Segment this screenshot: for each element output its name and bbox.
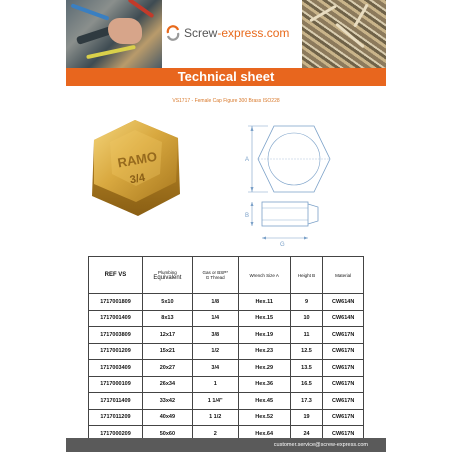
table-row (89, 294, 364, 311)
specification-table (88, 256, 364, 443)
electrician-photo (66, 0, 162, 68)
cell-thread: 1 (192, 376, 238, 393)
cell-ref: 1717000209 (89, 426, 143, 443)
cell-plumbing: 15x21 (142, 343, 192, 360)
cell-plumbing: 50x60 (142, 426, 192, 443)
cell-material: CW617N (323, 343, 364, 360)
cell-material: CW614N (323, 294, 364, 311)
table-row (89, 327, 364, 344)
table-row (89, 409, 364, 426)
table-header-row (89, 257, 364, 294)
top-view-drawing (234, 118, 344, 200)
cell-wrench: Hex.45 (238, 393, 290, 410)
cell-plumbing: 8x13 (142, 310, 192, 327)
table-row (89, 393, 364, 410)
cell-ref: 1717011409 (89, 393, 143, 410)
cell-material: CW617N (323, 409, 364, 426)
technical-sheet (66, 0, 386, 452)
cell-plumbing: 5x10 (142, 294, 192, 311)
header-banner (66, 0, 386, 84)
dimension-a-label: A (245, 157, 250, 163)
cell-plumbing: 20x27 (142, 360, 192, 377)
cell-height: 10 (290, 310, 323, 327)
cell-wrench: Hex.23 (238, 343, 290, 360)
cell-height: 24 (290, 426, 323, 443)
cell-thread: 1 1/4" (192, 393, 238, 410)
cell-material: CW617N (323, 376, 364, 393)
cell-thread: 1/8 (192, 294, 238, 311)
logo-mark-icon (166, 26, 180, 40)
side-view-drawing (234, 196, 344, 250)
cell-wrench: Hex.11 (238, 294, 290, 311)
dimension-b-label: B (245, 213, 250, 219)
cell-ref: 1717000109 (89, 376, 143, 393)
screws-photo (302, 0, 386, 68)
cell-height: 9 (290, 294, 323, 311)
cell-plumbing: 33x42 (142, 393, 192, 410)
cell-ref: 1717001809 (89, 294, 143, 311)
cell-thread: 1/2 (192, 343, 238, 360)
cell-height: 13.5 (290, 360, 323, 377)
cell-wrench: Hex.15 (238, 310, 290, 327)
cell-thread: 3/4 (192, 360, 238, 377)
col-material: Material (323, 257, 364, 294)
cell-thread: 2 (192, 426, 238, 443)
cell-height: 17.3 (290, 393, 323, 410)
size-marking: 3/4 (128, 171, 147, 187)
table-row (89, 376, 364, 393)
cell-ref: 1717003809 (89, 327, 143, 344)
cell-height: 12.5 (290, 343, 323, 360)
cell-height: 16.5 (290, 376, 323, 393)
cell-ref: 1717011209 (89, 409, 143, 426)
table-row (89, 360, 364, 377)
cell-thread: 3/8 (192, 327, 238, 344)
cell-plumbing: 26x34 (142, 376, 192, 393)
logo-text: Screw-express.com (184, 26, 290, 40)
footer-bar (66, 438, 386, 452)
cell-wrench: Hex.29 (238, 360, 290, 377)
cell-thread: 1/4 (192, 310, 238, 327)
logo[interactable] (162, 0, 302, 68)
cell-plumbing: 40x49 (142, 409, 192, 426)
cell-thread: 1 1/2 (192, 409, 238, 426)
cell-wrench: Hex.19 (238, 327, 290, 344)
col-height: Height B (290, 257, 323, 294)
cell-wrench: Hex.52 (238, 409, 290, 426)
col-plumbing: Plumbing Equivalent (142, 257, 192, 294)
cell-wrench: Hex.36 (238, 376, 290, 393)
cell-material: CW617N (323, 426, 364, 443)
cell-material: CW617N (323, 360, 364, 377)
cell-ref: 1717001409 (89, 310, 143, 327)
cell-ref: 1717003409 (89, 360, 143, 377)
cell-ref: 1717001209 (89, 343, 143, 360)
product-subtitle: VS1717 - Female Cap Figure 300 Brass ISO228 (172, 98, 280, 104)
cell-material: CW617N (323, 393, 364, 410)
col-wrench-size: Wrench Size A (238, 257, 290, 294)
contact-email-link[interactable]: customer.service@screw-express.com (273, 442, 368, 448)
cell-material: CW617N (323, 327, 364, 344)
cell-height: 11 (290, 327, 323, 344)
cell-height: 19 (290, 409, 323, 426)
cell-plumbing: 12x17 (142, 327, 192, 344)
col-ref: REF VS (89, 257, 143, 294)
table-row (89, 310, 364, 327)
cell-material: CW614N (323, 310, 364, 327)
svg-text:RAMO: RAMO (116, 148, 159, 171)
page-title: Technical sheet (66, 68, 386, 86)
brass-cap-photo (80, 112, 190, 224)
col-gas-thread: Gas or BSP* G Thread (192, 257, 238, 294)
cell-wrench: Hex.64 (238, 426, 290, 443)
table-row (89, 343, 364, 360)
dimension-g-label: G (280, 242, 285, 248)
